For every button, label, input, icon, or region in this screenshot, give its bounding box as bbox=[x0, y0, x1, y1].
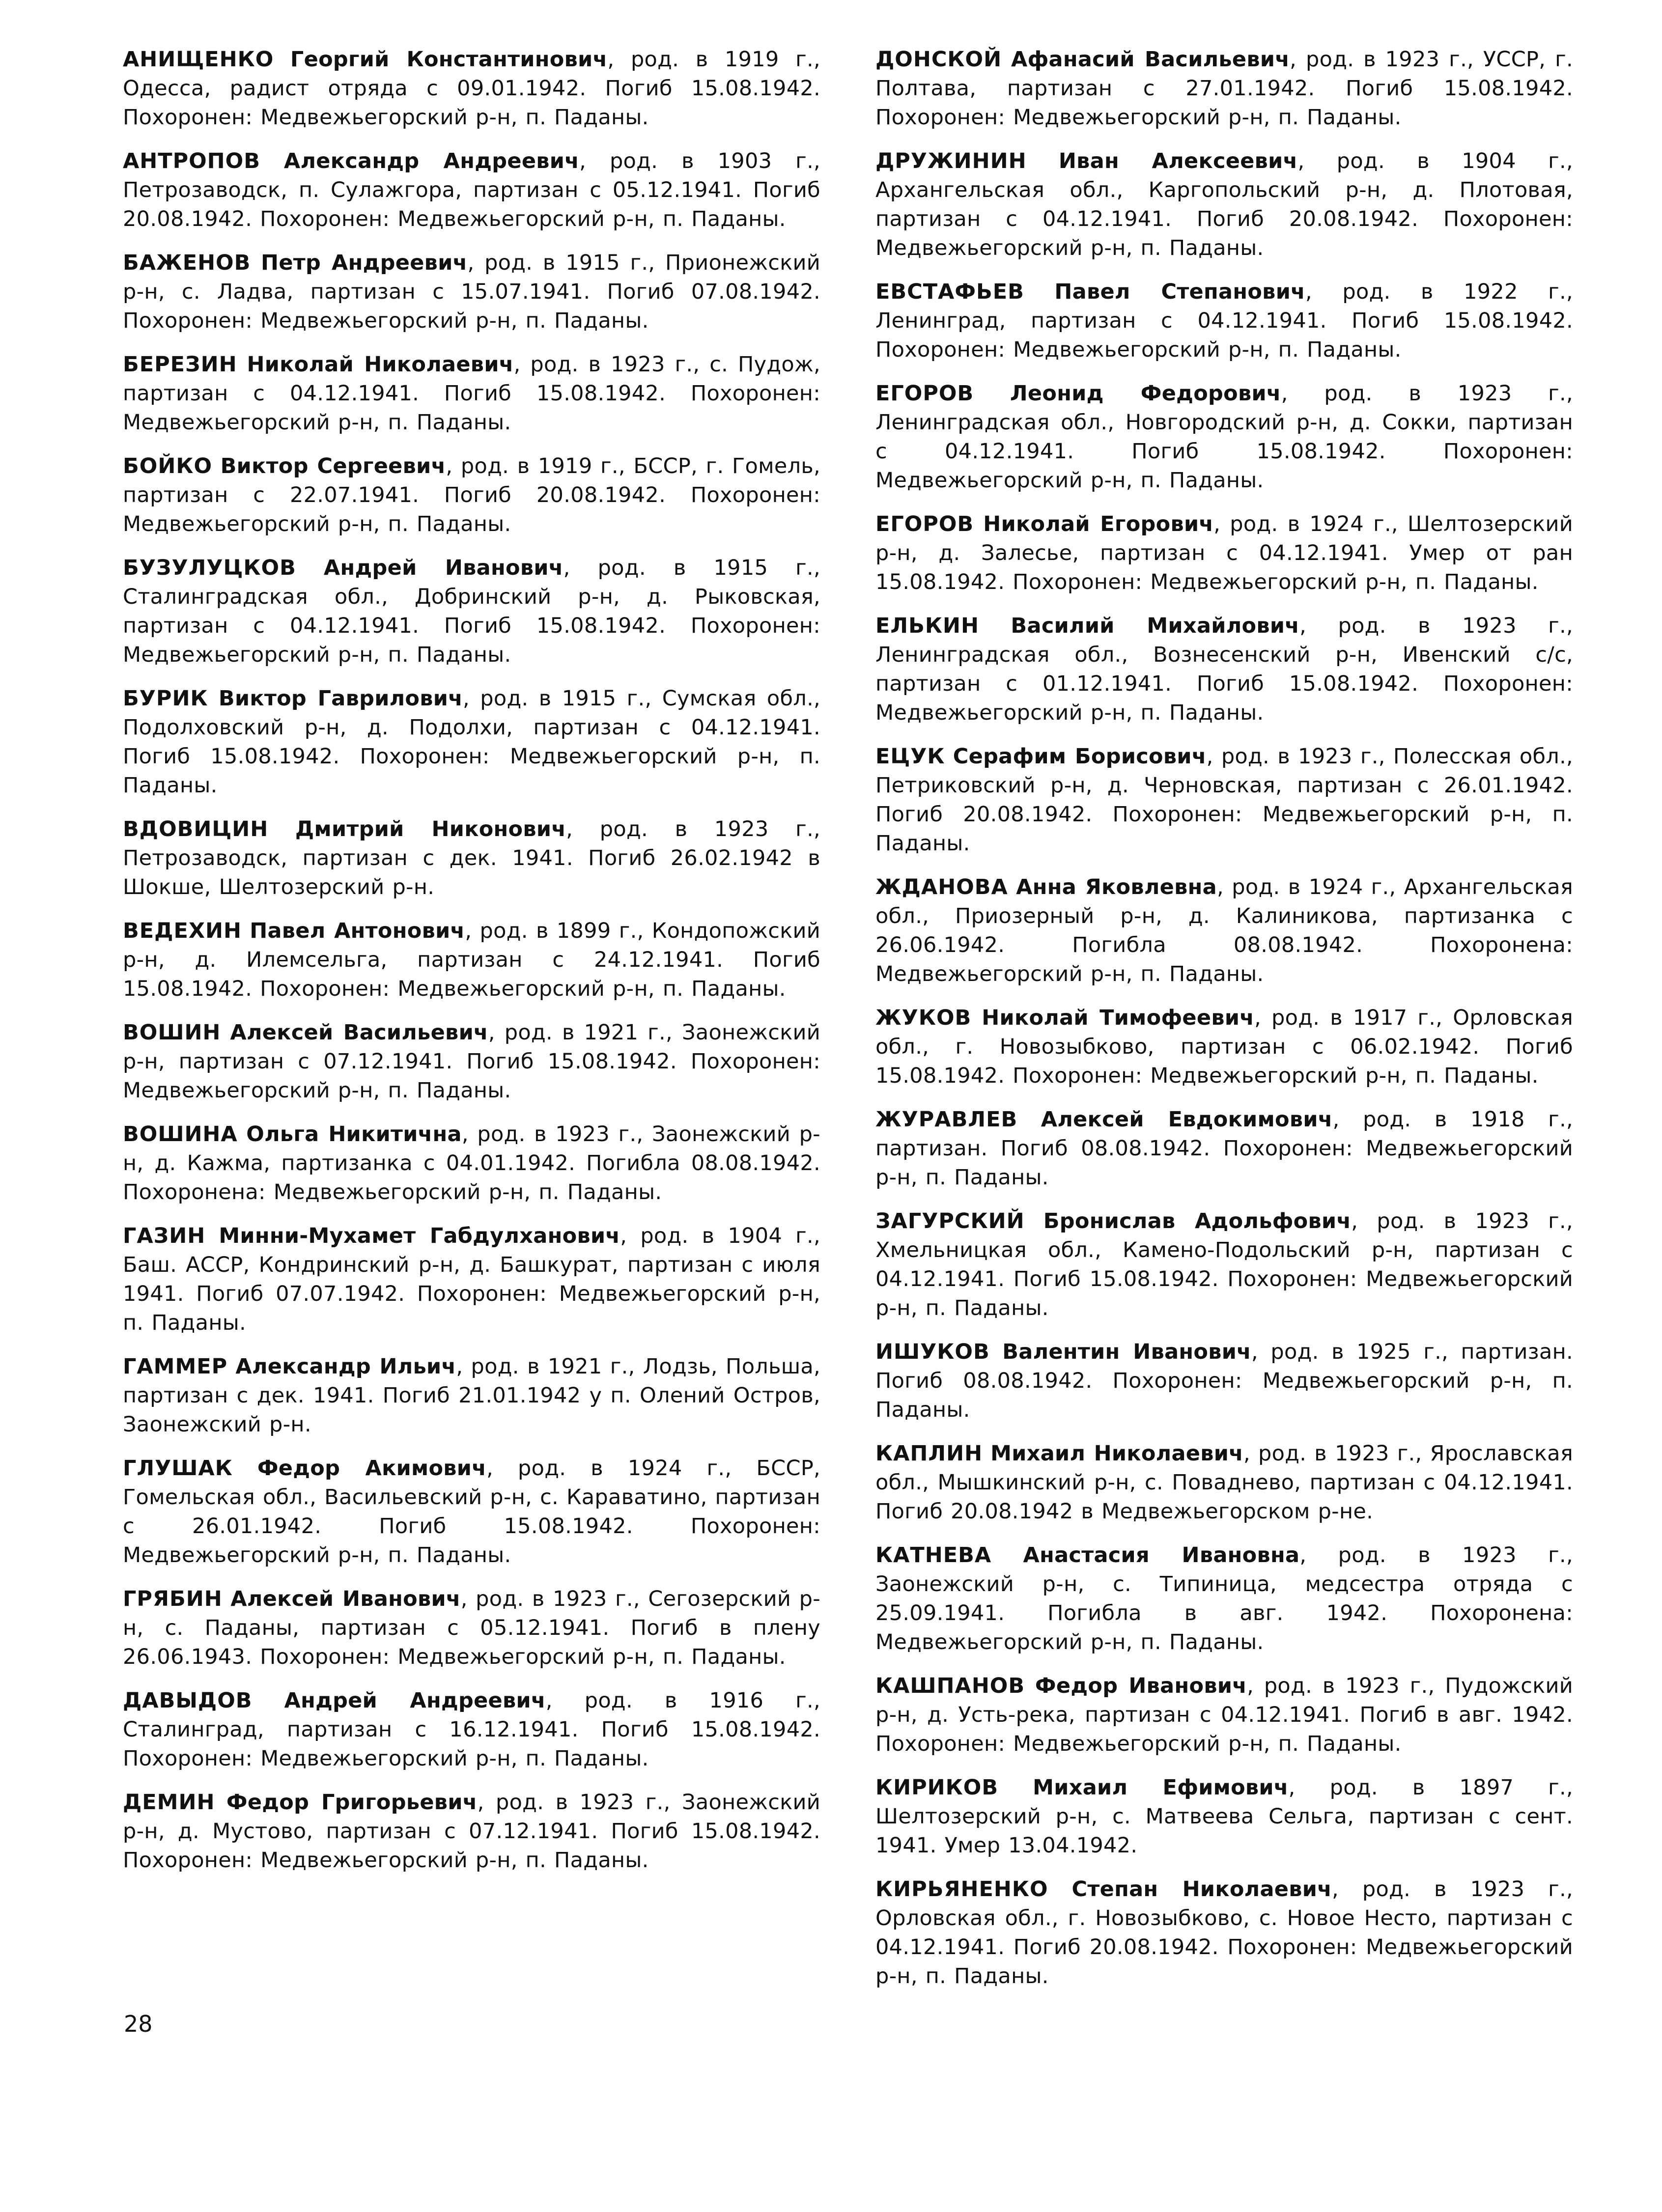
entry-surname: ДЕМИН bbox=[123, 1790, 215, 1815]
entry-given-name: Георгий Константинович bbox=[290, 47, 608, 72]
entry bbox=[875, 1004, 1573, 1091]
entry-given-name: Иван Алексеевич bbox=[1058, 149, 1298, 173]
entry-details: , род. в 1924 г., Архангельская обл., Приозерный р-н, д. Калиникова, партизанка с 26.06.1942. Погибла 08.08.1942. Похоронена: Медвежьегорский р-н, п. Паданы. bbox=[875, 875, 1574, 986]
entry bbox=[123, 452, 820, 539]
entry-surname: ИШУКОВ bbox=[875, 1340, 990, 1364]
left-column bbox=[123, 45, 820, 1890]
entry-details: , род. в 1923 г., Орловская обл., г. Новозыбково, с. Новое Несто, партизан с 04.12.1941. Погиб 20.08.1942. Похоронен: Медвежьегорский р-н, п. Паданы. bbox=[875, 1877, 1574, 1988]
entry-surname: ГРЯБИН bbox=[123, 1587, 223, 1611]
entry bbox=[875, 742, 1573, 858]
entry-surname: ЖДАНОВА bbox=[875, 875, 1008, 899]
entry-given-name: Леонид Федорович bbox=[1010, 381, 1281, 406]
entry bbox=[123, 350, 820, 437]
entry-given-name: Афанасий Васильевич bbox=[1011, 47, 1290, 72]
entry bbox=[123, 1120, 820, 1207]
entry-details: , род. в 1922 г., Ленинград, партизан с 04.12.1941. Погиб 15.08.1942. Похоронен: Медвежьегорский р-н, п. Паданы. bbox=[875, 280, 1574, 362]
entry-surname: БУЗУЛУЦКОВ bbox=[123, 556, 296, 580]
entry bbox=[875, 1875, 1573, 1991]
entry-surname: ЖУРАВЛЕВ bbox=[875, 1107, 1018, 1132]
entry-details: , род. в 1923 г., УССР, г. Полтава, партизан с 27.01.1942. Погиб 15.08.1942. Похоронен: Медвежьегорский р-н, п. Паданы. bbox=[875, 47, 1574, 130]
entry-details: , род. в 1923 г., Заонежский р-н, д. Мустово, партизан с 07.12.1941. Погиб 15.08.1942. Похоронен: Медвежьегорский р-н, п. Паданы. bbox=[123, 1790, 821, 1873]
entry-surname: КАПЛИН bbox=[875, 1441, 983, 1466]
right-column bbox=[875, 45, 1573, 2006]
entry-details: , род. в 1921 г., Лодзь, Польша, партизан с дек. 1941. Погиб 21.01.1942 у п. Олений Остров, Заонежский р-н. bbox=[123, 1354, 820, 1437]
entry-details: , род. в 1923 г., Полесская обл., Петриковский р-н, д. Черновская, партизан с 26.01.1942. Погиб 20.08.1942. Похоронен: Медвежьегорский р-н, п. Паданы. bbox=[875, 744, 1573, 856]
entry-given-name: Николай Егорович bbox=[983, 512, 1214, 536]
entry bbox=[123, 1352, 820, 1439]
entry bbox=[123, 1018, 820, 1105]
entry-surname: БОЙКО bbox=[123, 454, 213, 478]
entry-details: , род. в 1899 г., Кондопожский р-н, д. Илемсельга, партизан с 24.12.1941. Погиб 15.08.1942. Похоронен: Медвежьегорский р-н, п. Паданы. bbox=[123, 919, 821, 1001]
entry bbox=[123, 684, 820, 800]
entry-surname: ЗАГУРСКИЙ bbox=[875, 1209, 1025, 1233]
entry-surname: БЕРЕЗИН bbox=[123, 352, 237, 377]
entry-surname: АНТРОПОВ bbox=[123, 149, 260, 173]
entry-surname: ДОНСКОЙ bbox=[875, 47, 1002, 72]
entry-given-name: Минни-Мухамет Габдулханович bbox=[219, 1224, 620, 1248]
entry-given-name: Серафим Борисович bbox=[953, 744, 1207, 769]
entry bbox=[875, 1773, 1573, 1860]
entry-details: , род. в 1923 г., Ленинградская обл., Новгородский р-н, д. Сокки, партизан с 04.12.1941. Погиб 15.08.1942. Похоронен: Медвежьегорский р-н, п. Паданы. bbox=[875, 381, 1573, 493]
entry-details: , род. в 1918 г., партизан. Погиб 08.08.1942. Похоронен: Медвежьегорский р-н, п. Паданы. bbox=[875, 1107, 1574, 1190]
entry-surname: ГАЗИН bbox=[123, 1224, 206, 1248]
entry-given-name: Федор Акимович bbox=[257, 1456, 487, 1481]
entry-surname: ВДОВИЦИН bbox=[123, 817, 269, 841]
entry-details: , род. в 1903 г., Петрозаводск, п. Сулажгора, партизан с 05.12.1941. Погиб 20.08.1942. Похоронен: Медвежьегорский р-н, п. Паданы. bbox=[123, 149, 821, 231]
entry-surname: КИРИКОВ bbox=[875, 1775, 999, 1800]
entry-given-name: Андрей Иванович bbox=[323, 556, 563, 580]
entry-details: , род. в 1919 г., Одесса, радист отряда с 09.01.1942. Погиб 15.08.1942. Похоронен: Медвежьегорский р-н, п. Паданы. bbox=[123, 47, 820, 130]
entry-given-name: Алексей Иванович bbox=[230, 1587, 461, 1611]
entry-surname: ЕЛЬКИН bbox=[875, 614, 979, 638]
entry-given-name: Федор Григорьевич bbox=[226, 1790, 478, 1815]
entry-surname: ЕЦУК bbox=[875, 744, 945, 769]
entry-details: , род. в 1904 г., Баш. АССР, Кондринский р-н, д. Башкурат, партизан с июля 1941. Погиб 07.07.1942. Похоронен: Медвежьегорский р-н, п. Паданы. bbox=[123, 1224, 820, 1335]
entry-given-name: Ольга Никитична bbox=[246, 1122, 462, 1147]
entry bbox=[875, 1672, 1573, 1759]
entry-given-name: Николай Тимофеевич bbox=[982, 1006, 1255, 1030]
entry-details: , род. в 1923 г., Заонежский р-н, с. Типиница, медсестра отряда с 25.09.1941. Погибла в авг. 1942. Похоронена: Медвежьегорский р-н, п. Паданы. bbox=[875, 1543, 1573, 1654]
entry-given-name: Василий Михайлович bbox=[1011, 614, 1300, 638]
entry-surname: ГАММЕР bbox=[123, 1354, 228, 1379]
entry bbox=[123, 1686, 820, 1773]
entry bbox=[123, 1788, 820, 1875]
entry bbox=[123, 249, 820, 336]
entry-details: , род. в 1923 г., Заонежский р-н, д. Кажма, партизанка с 04.01.1942. Погибла 08.08.1942. Похоронена: Медвежьегорский р-н, п. Паданы. bbox=[123, 1122, 820, 1204]
entry-given-name: Валентин Иванович bbox=[1002, 1340, 1252, 1364]
entry-given-name: Степан Николаевич bbox=[1071, 1877, 1332, 1902]
entry-surname: ЖУКОВ bbox=[875, 1006, 972, 1030]
entry bbox=[875, 379, 1573, 495]
entry-given-name: Бронислав Адольфович bbox=[1043, 1209, 1352, 1233]
entry-given-name: Дмитрий Никонович bbox=[295, 817, 566, 841]
entry-surname: ЕГОРОВ bbox=[875, 381, 974, 406]
entry-surname: ЕГОРОВ bbox=[875, 512, 974, 536]
entry-details: , род. в 1923 г., Пудожский р-н, д. Усть-река, партизан с 04.12.1941. Погиб в авг. 1942. Похоронен: Медвежьегорский р-н, п. Паданы. bbox=[875, 1674, 1574, 1756]
entry-details: , род. в 1915 г., Сумская обл., Подолховский р-н, д. Подолхи, партизан с 04.12.1941. Погиб 15.08.1942. Похоронен: Медвежьегорский р-н, п. Паданы. bbox=[123, 686, 821, 798]
entry-surname: БУРИК bbox=[123, 686, 208, 711]
entry-given-name: Александр Ильич bbox=[235, 1354, 456, 1379]
entry-details: , род. в 1921 г., Заонежский р-н, партизан с 07.12.1941. Погиб 15.08.1942. Похоронен: Медвежьегорский р-н, п. Паданы. bbox=[123, 1020, 821, 1103]
entry-details: , род. в 1923 г., Ленинградская обл., Вознесенский р-н, Ивенский с/с, партизан с 01.12.1941. Погиб 15.08.1942. Похоронен: Медвежьегорский р-н, п. Паданы. bbox=[875, 614, 1574, 725]
entry-given-name: Виктор Гаврилович bbox=[218, 686, 463, 711]
entry-surname: АНИЩЕНКО bbox=[123, 47, 274, 72]
entry-details: , род. в 1923 г., Сегозерский р-н, с. Паданы, партизан с 05.12.1941. Погиб в плену 26.06.1943. Похоронен: Медвежьегорский р-н, п. Паданы. bbox=[123, 1587, 821, 1669]
entry bbox=[123, 147, 820, 234]
entry bbox=[123, 815, 820, 902]
entry bbox=[875, 510, 1573, 597]
entry bbox=[875, 278, 1573, 364]
entry-details: , род. в 1925 г., партизан. Погиб 08.08.1942. Похоронен: Медвежьегорский р-н, п. Паданы. bbox=[875, 1340, 1573, 1422]
entry bbox=[123, 554, 820, 670]
entry bbox=[875, 1439, 1573, 1526]
entry-surname: ГЛУШАК bbox=[123, 1456, 233, 1481]
entry-given-name: Анна Яковлевна bbox=[1016, 875, 1217, 899]
entry-given-name: Александр Андреевич bbox=[283, 149, 580, 173]
entry-given-name: Михаил Николаевич bbox=[990, 1441, 1244, 1466]
entry bbox=[875, 147, 1573, 263]
entry-given-name: Павел Степанович bbox=[1054, 280, 1305, 304]
entry-details: , род. в 1904 г., Архангельская обл., Каргопольский р-н, д. Плотовая, партизан с 04.12.1941. Погиб 20.08.1942. Похоронен: Медвежьегорский р-н, п. Паданы. bbox=[875, 149, 1573, 260]
entry-details: , род. в 1924 г., Шелтозерский р-н, д. Залесье, партизан с 04.12.1941. Умер от ран 15.08.1942. Похоронен: Медвежьегорский р-н, п. Паданы. bbox=[875, 512, 1573, 594]
entry-details: , род. в 1919 г., БССР, г. Гомель, партизан с 22.07.1941. Погиб 20.08.1942. Похоронен: Медвежьегорский р-н, п. Паданы. bbox=[123, 454, 821, 536]
entry-details: , род. в 1923 г., Ярославская обл., Мышкинский р-н, с. Поваднево, партизан с 04.12.1941. Погиб 20.08.1942 в Медвежьегорском р-не. bbox=[875, 1441, 1574, 1524]
entry bbox=[875, 1541, 1573, 1657]
entry-details: , род. в 1917 г., Орловская обл., г. Новозыбково, партизан с 06.02.1942. Погиб 15.08.1942. Похоронен: Медвежьегорский р-н, п. Паданы. bbox=[875, 1006, 1574, 1088]
entry bbox=[875, 1207, 1573, 1323]
entry-given-name: Андрей Андреевич bbox=[284, 1688, 546, 1713]
entry-details: , род. в 1915 г., Сталинградская обл., Добринский р-н, д. Рыковская, партизан с 04.12.1941. Погиб 15.08.1942. Похоронен: Медвежьегорский р-н, п. Паданы. bbox=[123, 556, 820, 667]
entry-given-name: Николай Николаевич bbox=[247, 352, 514, 377]
entry-given-name: Алексей Васильевич bbox=[230, 1020, 488, 1045]
entry bbox=[875, 612, 1573, 728]
entry bbox=[875, 1338, 1573, 1425]
entry bbox=[875, 1105, 1573, 1192]
entry bbox=[875, 45, 1573, 132]
entry-given-name: Павел Антонович bbox=[250, 919, 465, 943]
entry-surname: КИРЬЯНЕНКО bbox=[875, 1877, 1048, 1902]
entry-surname: БАЖЕНОВ bbox=[123, 251, 251, 275]
entry bbox=[123, 45, 820, 132]
entry-details: , род. в 1897 г., Шелтозерский р-н, с. Матвеева Сельга, партизан с сент. 1941. Умер 13.04.1942. bbox=[875, 1775, 1573, 1858]
entry-details: , род. в 1923 г., Петрозаводск, партизан с дек. 1941. Погиб 26.02.1942 в Шокше, Шелтозерский р-н. bbox=[123, 817, 821, 899]
entry-surname: КАШПАНОВ bbox=[875, 1674, 1025, 1698]
entry-details: , род. в 1924 г., БССР, Гомельская обл., Васильевский р-н, с. Караватино, партизан с 26.01.1942. Погиб 15.08.1942. Похоронен: Медвежьегорский р-н, п. Паданы. bbox=[123, 1456, 821, 1568]
entry-details: , род. в 1923 г., с. Пудож, партизан с 04.12.1941. Погиб 15.08.1942. Похоронен: Медвежьегорский р-н, п. Паданы. bbox=[123, 352, 821, 435]
entry-surname: КАТНЕВА bbox=[875, 1543, 992, 1568]
entry bbox=[123, 917, 820, 1004]
entry bbox=[123, 1585, 820, 1672]
entry-given-name: Петр Андреевич bbox=[261, 251, 468, 275]
entry-surname: ВОШИН bbox=[123, 1020, 221, 1045]
entry-surname: ДАВЫДОВ bbox=[123, 1688, 253, 1713]
entry bbox=[123, 1222, 820, 1338]
entry-details: , род. в 1923 г., Хмельницкая обл., Камено-Подольский р-н, партизан с 04.12.1941. Погиб 15.08.1942. Похоронен: Медвежьегорский р-н, п. Паданы. bbox=[875, 1209, 1573, 1320]
entry-given-name: Алексей Евдокимович bbox=[1041, 1107, 1333, 1132]
entry-details: , род. в 1916 г., Сталинград, партизан с 16.12.1941. Погиб 15.08.1942. Похоронен: Медвежьегорский р-н, п. Паданы. bbox=[123, 1688, 820, 1771]
entry-surname: ДРУЖИНИН bbox=[875, 149, 1027, 173]
entry-surname: ВЕДЕХИН bbox=[123, 919, 242, 943]
entry-surname: ВОШИНА bbox=[123, 1122, 238, 1147]
entry-details: , род. в 1915 г., Прионежский р-н, с. Ладва, партизан с 15.07.1941. Погиб 07.08.1942. Похоронен: Медвежьегорский р-н, п. Паданы. bbox=[123, 251, 820, 333]
entry bbox=[875, 873, 1573, 989]
entry-given-name: Федор Иванович bbox=[1035, 1674, 1247, 1698]
entry-given-name: Михаил Ефимович bbox=[1033, 1775, 1289, 1800]
entry bbox=[123, 1454, 820, 1570]
entry-given-name: Анастасия Ивановна bbox=[1023, 1543, 1300, 1568]
entry-surname: ЕВСТАФЬЕВ bbox=[875, 280, 1024, 304]
page-number: 28 bbox=[124, 2011, 153, 2037]
entry-given-name: Виктор Сергеевич bbox=[220, 454, 446, 478]
